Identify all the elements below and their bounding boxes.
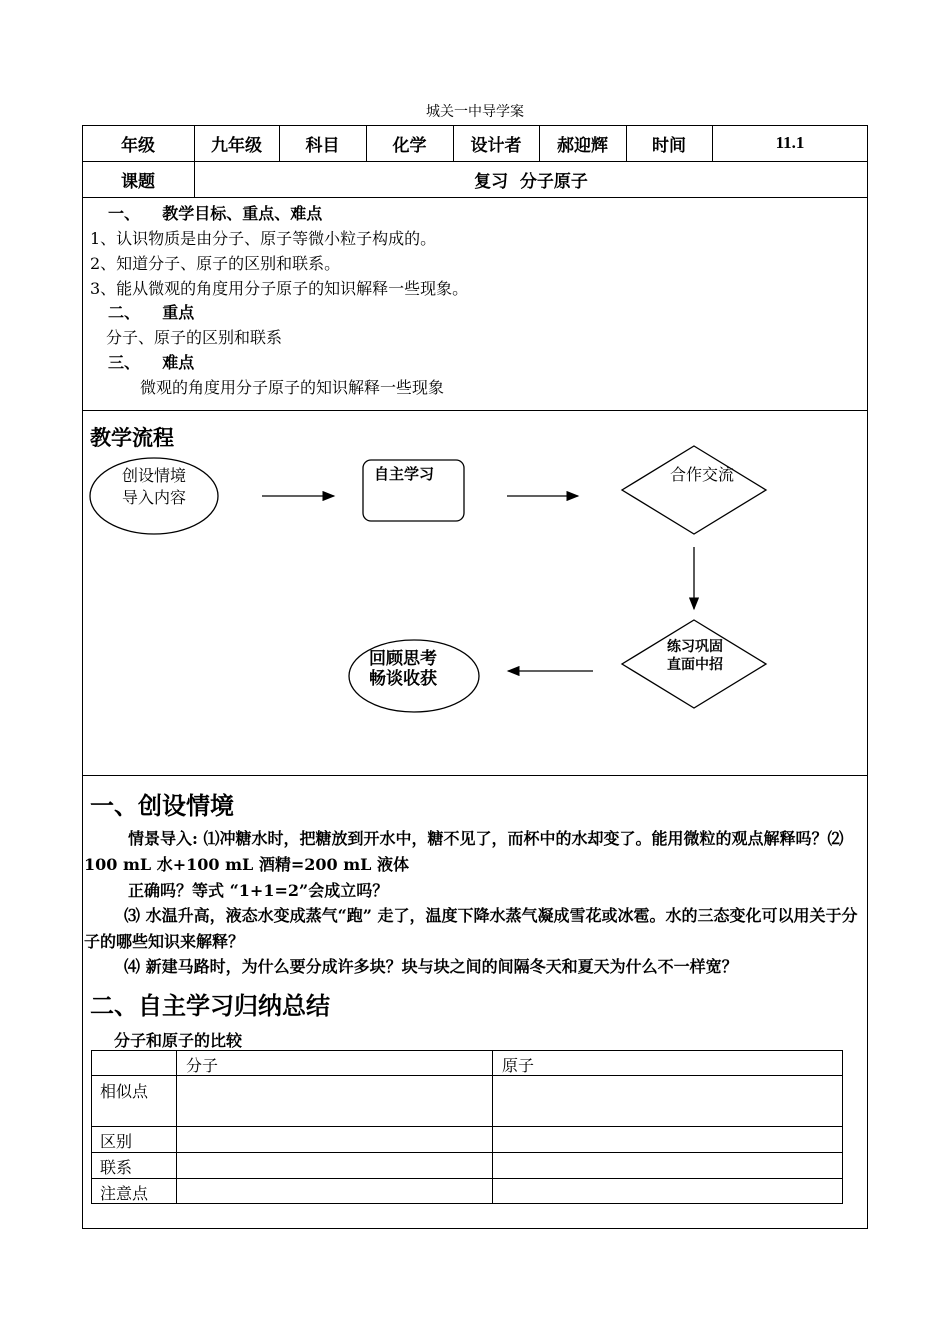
section1-paragraph: 情景导入: ⑴冲糖水时，把糖放到开水中，糖不见了，而杯中的水却变了。能用微粒的观点解释吗？⑵ 100 mL 水+100 mL 酒精=200 mL 液体 [84, 829, 844, 874]
flow-step2-label: 自主学习 [374, 465, 435, 483]
section1-paragraph: ⑷ 新建马路时，为什么要分成许多块？块与块之间的间隔冬天和夏天为什么不一样宽？ [124, 957, 738, 976]
flow-step4-line1: 练习巩固 [667, 639, 723, 655]
flow-step1-line2: 导入内容 [121, 488, 186, 507]
table-row-divider [91, 1126, 843, 1127]
flow-title: 教学流程 [90, 425, 174, 450]
flow-step1-line1: 创设情境 [121, 466, 186, 485]
designer-value: 郝迎辉 [557, 135, 608, 156]
subject-value: 化学 [392, 135, 427, 156]
table-col-divider [492, 1050, 493, 1204]
flow-step3-diamond [622, 446, 766, 534]
objectives-heading: 一、 教学目标、重点、难点 [108, 204, 323, 223]
page-title: 城关一中导学案 [426, 104, 524, 120]
section1-paragraph: 正确吗？等式 “1+1=2”会成立吗？ [128, 881, 389, 900]
table-row-divider [91, 1178, 843, 1179]
time-label: 时间 [652, 135, 686, 156]
grade-value: 九年级 [211, 135, 262, 156]
row-divider [82, 775, 868, 776]
designer-label: 设计者 [470, 135, 522, 156]
flow-step5-line1: 回顾思考 [369, 649, 437, 669]
difficult-heading: 三、 难点 [108, 353, 195, 372]
difficult-text: 微观的角度用分子原子的知识解释一些现象 [140, 378, 445, 397]
flow-step5-line2: 畅谈收获 [369, 669, 437, 689]
comparison-subheading: 分子和原子的比较 [114, 1031, 243, 1050]
section1-heading: 一、创设情境 [90, 791, 234, 820]
grade-label: 年级 [121, 135, 155, 156]
flow-step4-line2: 直面中招 [667, 657, 723, 673]
key-text: 分子、原子的区别和联系 [106, 328, 283, 347]
objective-item: 2、知道分子、原子的区别和联系。 [90, 254, 341, 273]
col-header-atom: 原子 [502, 1056, 535, 1075]
section2-heading: 二、自主学习归纳总结 [90, 991, 330, 1020]
table-col-divider [176, 1050, 177, 1204]
objective-item: 3、能从微观的角度用分子原子的知识解释一些现象。 [90, 279, 469, 298]
objective-item: 1、认识物质是由分子、原子等微小粒子构成的。 [90, 229, 437, 248]
row-divider [82, 197, 868, 198]
row-label-similarity: 相似点 [100, 1082, 149, 1101]
flow-step3-label: 合作交流 [669, 465, 734, 484]
subject-label: 科目 [305, 135, 340, 156]
topic-value: 复习 分子原子 [474, 171, 588, 192]
table-row-divider [91, 1152, 843, 1153]
row-label-difference: 区别 [100, 1132, 133, 1151]
topic-label: 课题 [121, 171, 155, 192]
col-header-molecule: 分子 [186, 1056, 219, 1075]
time-value: 11.1 [775, 133, 805, 152]
row-label-notes: 注意点 [100, 1184, 149, 1203]
section1-paragraph: ⑶ 水温升高，液态水变成蒸气“跑” 走了，温度下降水蒸气凝成雪花或冰雹。水的三态变化可以用关于分子的哪些知识来解释？ [84, 906, 858, 951]
row-label-relation: 联系 [100, 1158, 133, 1177]
key-heading: 二、 重点 [108, 303, 195, 322]
